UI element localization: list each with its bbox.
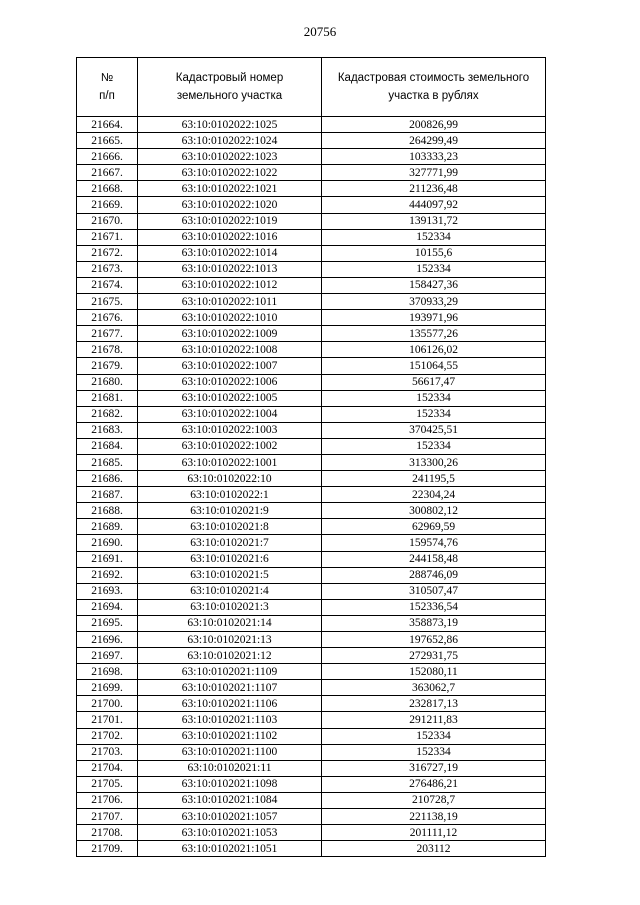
cell-cadastral-number: 63:10:0102022:1011 — [138, 294, 322, 310]
cell-row-number: 21694. — [77, 599, 138, 615]
cadastral-value-table — [76, 57, 546, 857]
cell-cadastral-value: 241195,5 — [322, 471, 546, 487]
cell-cadastral-number: 63:10:0102021:1098 — [138, 776, 322, 792]
cell-cadastral-number: 63:10:0102022:1020 — [138, 197, 322, 213]
cell-cadastral-number: 63:10:0102021:1103 — [138, 712, 322, 728]
cell-cadastral-number: 63:10:0102021:1102 — [138, 728, 322, 744]
header-row-number — [77, 58, 138, 117]
cell-cadastral-value: 272931,75 — [322, 648, 546, 664]
cell-cadastral-number: 63:10:0102022:1007 — [138, 358, 322, 374]
cell-cadastral-value: 370933,29 — [322, 294, 546, 310]
cell-row-number: 21678. — [77, 342, 138, 358]
table-row — [77, 117, 546, 133]
cell-cadastral-value: 135577,26 — [322, 326, 546, 342]
cell-cadastral-value: 158427,36 — [322, 277, 546, 293]
table-row — [77, 310, 546, 326]
cell-cadastral-value: 139131,72 — [322, 213, 546, 229]
cell-cadastral-number: 63:10:0102022:1008 — [138, 342, 322, 358]
header-cadastral-value — [322, 58, 546, 117]
cell-row-number: 21698. — [77, 664, 138, 680]
table-body — [77, 117, 546, 857]
cell-cadastral-value: 152334 — [322, 390, 546, 406]
cell-row-number: 21673. — [77, 261, 138, 277]
cell-cadastral-value: 200826,99 — [322, 117, 546, 133]
cell-cadastral-number: 63:10:0102021:1106 — [138, 696, 322, 712]
table-row — [77, 277, 546, 293]
cell-cadastral-number: 63:10:0102021:3 — [138, 599, 322, 615]
cell-cadastral-value: 152336,54 — [322, 599, 546, 615]
cell-cadastral-value: 313300,26 — [322, 454, 546, 470]
cell-cadastral-number: 63:10:0102022:1 — [138, 487, 322, 503]
cell-cadastral-value: 300802,12 — [322, 503, 546, 519]
cell-cadastral-value: 363062,7 — [322, 680, 546, 696]
cell-row-number: 21680. — [77, 374, 138, 390]
cell-row-number: 21708. — [77, 825, 138, 841]
cell-row-number: 21679. — [77, 358, 138, 374]
table-row — [77, 503, 546, 519]
cell-cadastral-value: 62969,59 — [322, 519, 546, 535]
table-row — [77, 390, 546, 406]
cell-cadastral-number: 63:10:0102022:1004 — [138, 406, 322, 422]
cell-cadastral-value: 232817,13 — [322, 696, 546, 712]
cell-cadastral-value: 151064,55 — [322, 358, 546, 374]
cell-row-number: 21685. — [77, 454, 138, 470]
cell-cadastral-value: 152334 — [322, 438, 546, 454]
cell-row-number: 21704. — [77, 760, 138, 776]
cell-row-number: 21686. — [77, 471, 138, 487]
cell-cadastral-number: 63:10:0102022:1005 — [138, 390, 322, 406]
cell-cadastral-number: 63:10:0102021:9 — [138, 503, 322, 519]
header-row — [77, 58, 546, 117]
table-row — [77, 760, 546, 776]
cell-cadastral-value: 210728,7 — [322, 792, 546, 808]
table-row — [77, 342, 546, 358]
table-row — [77, 326, 546, 342]
table-row — [77, 792, 546, 808]
table-row — [77, 245, 546, 261]
table-row — [77, 454, 546, 470]
cell-cadastral-number: 63:10:0102022:1021 — [138, 181, 322, 197]
cell-row-number: 21669. — [77, 197, 138, 213]
cell-cadastral-number: 63:10:0102022:1014 — [138, 245, 322, 261]
table-row — [77, 712, 546, 728]
cell-row-number: 21665. — [77, 133, 138, 149]
cell-row-number: 21666. — [77, 149, 138, 165]
cell-cadastral-value: 106126,02 — [322, 342, 546, 358]
cell-row-number: 21687. — [77, 487, 138, 503]
cell-cadastral-number: 63:10:0102022:1023 — [138, 149, 322, 165]
cell-cadastral-number: 63:10:0102021:4 — [138, 583, 322, 599]
table-row — [77, 438, 546, 454]
table-row — [77, 615, 546, 631]
table-header — [77, 58, 546, 117]
table-row — [77, 261, 546, 277]
cell-cadastral-number: 63:10:0102022:1024 — [138, 133, 322, 149]
cell-cadastral-number: 63:10:0102021:5 — [138, 567, 322, 583]
cell-row-number: 21684. — [77, 438, 138, 454]
table-row — [77, 165, 546, 181]
cell-cadastral-number: 63:10:0102022:1019 — [138, 213, 322, 229]
cell-cadastral-number: 63:10:0102021:1051 — [138, 841, 322, 857]
cell-cadastral-value: 159574,76 — [322, 535, 546, 551]
cell-cadastral-value: 370425,51 — [322, 422, 546, 438]
table-row — [77, 535, 546, 551]
table-row — [77, 519, 546, 535]
cell-row-number: 21696. — [77, 632, 138, 648]
cell-cadastral-value: 152334 — [322, 229, 546, 245]
cell-cadastral-value: 152334 — [322, 728, 546, 744]
table-row — [77, 213, 546, 229]
table-row — [77, 825, 546, 841]
cell-row-number: 21672. — [77, 245, 138, 261]
cell-cadastral-value: 152334 — [322, 261, 546, 277]
page-number: 20756 — [303, 24, 337, 39]
header-cadastral-number-line1: Кадастровый номер — [175, 72, 284, 84]
cell-row-number: 21674. — [77, 277, 138, 293]
cell-row-number: 21691. — [77, 551, 138, 567]
cell-cadastral-value: 56617,47 — [322, 374, 546, 390]
header-row-number-line2: п/п — [99, 90, 115, 102]
cell-cadastral-value: 221138,19 — [322, 809, 546, 825]
cell-row-number: 21670. — [77, 213, 138, 229]
cell-row-number: 21690. — [77, 535, 138, 551]
cell-row-number: 21675. — [77, 294, 138, 310]
cell-row-number: 21689. — [77, 519, 138, 535]
cell-row-number: 21701. — [77, 712, 138, 728]
cell-cadastral-number: 63:10:0102022:1013 — [138, 261, 322, 277]
cell-row-number: 21703. — [77, 744, 138, 760]
cell-cadastral-number: 63:10:0102021:13 — [138, 632, 322, 648]
cell-cadastral-number: 63:10:0102021:1084 — [138, 792, 322, 808]
cell-row-number: 21683. — [77, 422, 138, 438]
cell-row-number: 21709. — [77, 841, 138, 857]
cell-cadastral-value: 152080,11 — [322, 664, 546, 680]
cell-cadastral-number: 63:10:0102022:1003 — [138, 422, 322, 438]
header-cadastral-value-line1: Кадастровая стоимость земельного — [337, 72, 530, 84]
table-row — [77, 664, 546, 680]
table-row — [77, 744, 546, 760]
cell-cadastral-number: 63:10:0102022:1022 — [138, 165, 322, 181]
cell-cadastral-number: 63:10:0102022:1009 — [138, 326, 322, 342]
cell-cadastral-number: 63:10:0102022:1010 — [138, 310, 322, 326]
cell-row-number: 21697. — [77, 648, 138, 664]
table-row — [77, 181, 546, 197]
cell-cadastral-value: 316727,19 — [322, 760, 546, 776]
table-row — [77, 841, 546, 857]
cell-cadastral-number: 63:10:0102021:1107 — [138, 680, 322, 696]
table-row — [77, 648, 546, 664]
table-row — [77, 406, 546, 422]
cell-row-number: 21692. — [77, 567, 138, 583]
cell-row-number: 21688. — [77, 503, 138, 519]
table-row — [77, 358, 546, 374]
cell-cadastral-value: 152334 — [322, 744, 546, 760]
cell-cadastral-number: 63:10:0102021:7 — [138, 535, 322, 551]
table-row — [77, 583, 546, 599]
header-cadastral-number-line2: земельного участка — [176, 90, 283, 102]
cell-cadastral-value: 276486,21 — [322, 776, 546, 792]
cell-cadastral-value: 203112 — [322, 841, 546, 857]
cell-row-number: 21705. — [77, 776, 138, 792]
cell-cadastral-value: 103333,23 — [322, 149, 546, 165]
cell-row-number: 21700. — [77, 696, 138, 712]
cell-cadastral-number: 63:10:0102021:6 — [138, 551, 322, 567]
cell-cadastral-number: 63:10:0102022:1012 — [138, 277, 322, 293]
cell-row-number: 21707. — [77, 809, 138, 825]
table-row — [77, 567, 546, 583]
cell-row-number: 21681. — [77, 390, 138, 406]
cell-cadastral-number: 63:10:0102021:1109 — [138, 664, 322, 680]
cell-cadastral-number: 63:10:0102022:1016 — [138, 229, 322, 245]
cell-row-number: 21671. — [77, 229, 138, 245]
cell-row-number: 21699. — [77, 680, 138, 696]
header-cadastral-value-line2: участка в рублях — [388, 90, 479, 102]
cell-cadastral-number: 63:10:0102021:14 — [138, 615, 322, 631]
table-row — [77, 197, 546, 213]
cell-cadastral-number: 63:10:0102022:10 — [138, 471, 322, 487]
cell-cadastral-number: 63:10:0102022:1006 — [138, 374, 322, 390]
cell-cadastral-number: 63:10:0102021:12 — [138, 648, 322, 664]
table-row — [77, 374, 546, 390]
cell-cadastral-value: 201111,12 — [322, 825, 546, 841]
cell-row-number: 21676. — [77, 310, 138, 326]
cell-cadastral-value: 310507,47 — [322, 583, 546, 599]
cell-row-number: 21664. — [77, 117, 138, 133]
cell-cadastral-number: 63:10:0102021:11 — [138, 760, 322, 776]
table-row — [77, 229, 546, 245]
cell-row-number: 21677. — [77, 326, 138, 342]
cell-cadastral-value: 193971,96 — [322, 310, 546, 326]
cell-row-number: 21693. — [77, 583, 138, 599]
cell-cadastral-value: 10155,6 — [322, 245, 546, 261]
table-row — [77, 680, 546, 696]
table-row — [77, 776, 546, 792]
table-row — [77, 696, 546, 712]
cell-cadastral-value: 197652,86 — [322, 632, 546, 648]
cell-cadastral-number: 63:10:0102021:1100 — [138, 744, 322, 760]
cell-row-number: 21667. — [77, 165, 138, 181]
table-row — [77, 294, 546, 310]
cell-row-number: 21668. — [77, 181, 138, 197]
table-row — [77, 487, 546, 503]
header-cadastral-number — [138, 58, 322, 117]
cell-row-number: 21702. — [77, 728, 138, 744]
cell-cadastral-value: 244158,48 — [322, 551, 546, 567]
cell-row-number: 21682. — [77, 406, 138, 422]
cell-cadastral-value: 358873,19 — [322, 615, 546, 631]
table-row — [77, 599, 546, 615]
table-row — [77, 149, 546, 165]
table-row — [77, 471, 546, 487]
cell-cadastral-value: 264299,49 — [322, 133, 546, 149]
cell-cadastral-value: 211236,48 — [322, 181, 546, 197]
cell-row-number: 21695. — [77, 615, 138, 631]
table-row — [77, 551, 546, 567]
cell-cadastral-value: 22304,24 — [322, 487, 546, 503]
cell-cadastral-value: 152334 — [322, 406, 546, 422]
table-row — [77, 809, 546, 825]
header-row-number-line1: № — [100, 72, 114, 84]
cell-cadastral-value: 444097,92 — [322, 197, 546, 213]
table-row — [77, 632, 546, 648]
cell-cadastral-number: 63:10:0102022:1002 — [138, 438, 322, 454]
cell-cadastral-value: 327771,99 — [322, 165, 546, 181]
cell-cadastral-value: 288746,09 — [322, 567, 546, 583]
cell-cadastral-number: 63:10:0102022:1025 — [138, 117, 322, 133]
cell-cadastral-number: 63:10:0102021:8 — [138, 519, 322, 535]
cell-cadastral-number: 63:10:0102021:1053 — [138, 825, 322, 841]
table-row — [77, 728, 546, 744]
table-row — [77, 133, 546, 149]
cell-cadastral-number: 63:10:0102021:1057 — [138, 809, 322, 825]
cell-cadastral-value: 291211,83 — [322, 712, 546, 728]
cell-cadastral-number: 63:10:0102022:1001 — [138, 454, 322, 470]
cell-row-number: 21706. — [77, 792, 138, 808]
table-row — [77, 422, 546, 438]
